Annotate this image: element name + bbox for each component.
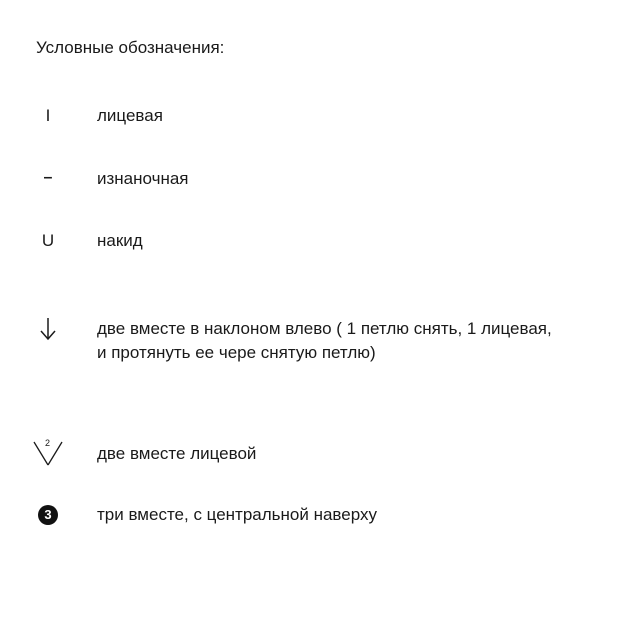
three-together-center-icon: 3 xyxy=(30,500,66,530)
legend-row-ssk xyxy=(0,314,640,374)
legend-description: три вместе, с центральной наверху xyxy=(97,505,377,524)
legend-row-purl xyxy=(0,164,640,224)
yarn-over-icon: U xyxy=(41,231,55,250)
legend-title: Условные обозначения: xyxy=(36,38,225,57)
legend-description: две вместе в наклоном влево ( 1 петлю снять, 1 лицевая, и протянуть ее чере снятую петлю) xyxy=(97,319,552,362)
legend-description: накид xyxy=(97,231,143,250)
legend-row-knit xyxy=(0,100,640,160)
knit-stitch-icon: I xyxy=(45,106,51,125)
k2tog-icon: 2 xyxy=(30,438,66,468)
legend-description: лицевая xyxy=(97,106,163,125)
legend-description: изнаночная xyxy=(97,169,189,188)
legend-row-yarn-over xyxy=(0,226,640,286)
down-arrow-icon xyxy=(30,314,66,344)
legend-row-three-together xyxy=(0,500,640,560)
legend-row-k2tog xyxy=(0,438,640,498)
legend-description: две вместе лицевой xyxy=(97,444,257,463)
purl-stitch-icon: – xyxy=(43,169,53,186)
